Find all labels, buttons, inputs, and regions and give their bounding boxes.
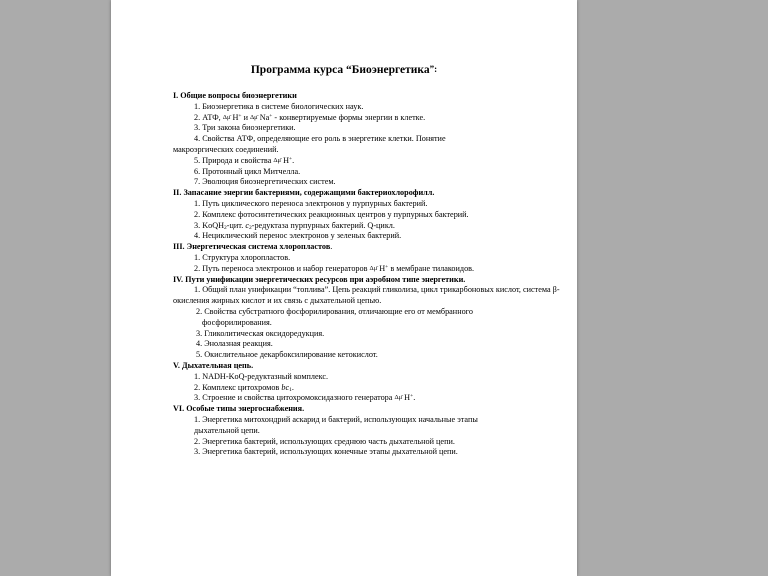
section-4-item-4: 4. Энолазная реакция. — [196, 339, 273, 349]
section-1-item-6: 6. Протонный цикл Митчелла. — [194, 166, 301, 176]
gradient-symbol-icon: Δμ̄ — [273, 156, 282, 164]
document-body — [173, 91, 563, 458]
section-3-item-2: 2. Путь переноса электронов и набор генераторов Δμ̄ H+ в мембране тилакоидов. — [194, 263, 475, 273]
title-text: Программа курса “Биоэнергетика — [250, 64, 430, 76]
gradient-symbol-icon: Δμ̄ — [222, 113, 231, 121]
document-title — [111, 64, 577, 76]
title-end: ”: — [429, 64, 438, 74]
section-1-item-5: 5. Природа и свойства Δμ̄ H+. — [194, 155, 295, 165]
section-6-item-3: 3. Энергетика бактерий, использующих конечные этапы дыхательной цепи. — [194, 447, 458, 457]
section-4-item-5: 5. Окислительное декарбоксилирование кетокислот. — [196, 350, 378, 360]
section-5-heading: V. Дыхательная цепь. — [173, 360, 254, 370]
section-4-item-1: 1. Общий план унификации “топлива”. Цепь реакций гликолиза, цикл трикарбоновых кислот, система β-окисления жирных кислот и их связь с дыхательной цепью. — [173, 285, 560, 306]
section-2-item-3: 3. KoQH$_2$-цит. $c_2$-редуктаза пурпурных бактерий. Q-цикл. — [194, 220, 395, 231]
section-2-item-1: 1. Путь циклического переноса электронов у пурпурных бактерий. — [194, 198, 428, 208]
gradient-symbol-icon: Δμ̄ — [369, 264, 378, 272]
section-4-item-2-continued: фосфорилирования. — [202, 317, 272, 327]
section-1-item-4: 4. Свойства АТФ, определяющие его роль в энергетике клетки. Понятие — [194, 134, 446, 144]
section-4-item-2: 2. Свойства субстратного фосфорилирования, отличающие его от мембранного — [196, 306, 473, 316]
section-6-item-1: 1. Энергетика митохондрий аскарид и бактерий, использующих начальные этапы дыхательной цепи. — [194, 414, 478, 435]
section-1-item-3: 3. Три закона биоэнергетики. — [194, 123, 296, 133]
section-1-heading: I. Общие вопросы биоэнергетики — [173, 91, 297, 100]
gradient-symbol-icon: Δμ̄ — [394, 394, 403, 402]
section-1-item-2: 2. АТФ, Δμ̄ H+ и Δμ̄ Na+ - конвертируемые формы энергии в клетке. — [194, 112, 426, 122]
section-1-item-1: 1. Биоэнергетика в системе биологических наук. — [194, 101, 364, 111]
section-1-item-4-continued: макроэргических соединений. — [173, 144, 279, 154]
gradient-symbol-icon: Δμ̄ — [250, 113, 258, 121]
section-4-item-3: 3. Гликолитическая оксидоредукция. — [196, 328, 325, 338]
section-4-heading: IV. Пути унификации энергетических ресурсов при аэробном типе энергетики. — [173, 274, 466, 284]
section-3-item-1: 1. Структура хлоропластов. — [194, 252, 291, 262]
section-2-item-2: 2. Комплекс фотосинтетических реакционных центров у пурпурных бактерий. — [194, 209, 469, 219]
section-6-item-2: 2. Энергетика бактерий, использующих среднюю часть дыхательной цепи. — [194, 436, 455, 446]
section-2-heading: II. Запасание энергии бактериями, содержащими бактериохлорофилл. — [173, 188, 435, 198]
section-5-item-3: 3. Строение и свойства цитохромоксидазного генератора Δμ̄ H+. — [194, 393, 416, 403]
section-5-item-1: 1. NADH-KoQ-редуктазный комплекс. — [194, 371, 329, 381]
section-1-item-7: 7. Эволюция биоэнергетических систем. — [194, 177, 336, 187]
document-page — [111, 0, 577, 576]
section-3-heading: III. Энергетическая система хлоропластов. — [173, 242, 333, 252]
section-6-heading: VI. Особые типы энергоснабжения. — [173, 404, 305, 414]
section-5-item-2: 2. Комплекс цитохромов $bc_1$. — [194, 382, 294, 393]
section-2-item-4: 4. Нециклический перенос электронов у зеленых бактерий. — [194, 231, 402, 241]
